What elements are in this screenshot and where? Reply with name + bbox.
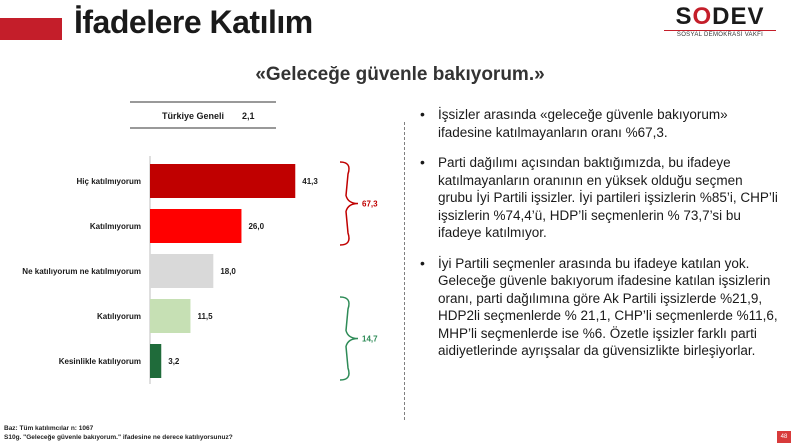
value-label: 3,2 [168, 357, 180, 366]
category-label: Katılmıyorum [89, 222, 141, 231]
logo-wordmark: SODEV [675, 3, 765, 30]
bar-2 [150, 254, 213, 288]
overall-value: 2,1 [242, 111, 255, 121]
bar-3 [150, 299, 190, 333]
footer-question: S10g. "Geleceğe güvenle bakıyorum." ifadesine ne derece katılıyorsunuz? [4, 434, 233, 441]
bracket-label: 14,7 [362, 334, 378, 344]
footer-base: Baz: Tüm katılımcılar n: 1067 [4, 425, 94, 432]
sodev-logo [650, 4, 790, 38]
bar-chart [0, 95, 400, 420]
bracket-label: 67,3 [362, 199, 378, 209]
category-label: Ne katılıyorum ne katılmıyorum [22, 267, 141, 276]
value-label: 11,5 [197, 312, 213, 321]
category-label: Katılıyorum [96, 312, 141, 321]
title-accent-bar [0, 18, 62, 40]
footer-note [4, 424, 233, 442]
category-label: Kesinlikle katılıyorum [58, 357, 141, 366]
bar-0 [150, 164, 295, 198]
bracket-1 [340, 297, 358, 380]
bullet-list [418, 106, 778, 373]
slide-subtitle: «Geleceğe güvenle bakıyorum.» [255, 64, 545, 85]
category-label: Hiç katılmıyorum [76, 177, 141, 186]
page-number: 48 [777, 431, 791, 443]
value-label: 26,0 [248, 222, 265, 231]
bullet-item: • İyi Partili seçmenler arasında bu ifadeye katılan yok. Geleceğe güvenle bakıyorum ifadesine katılan işsizlerin oranı, parti dağılımına göre Ak Partili işsizlerde %21,9, HDP2li seçmenlerde % 21,1, CHP’li seçmenlerde %11,6, MHP’li seçmenlerde ise %6. Özetle işsizler farklı parti aidiyetlerinde ayrışsalar da güvensizlikte birleşiyorlar. [418, 255, 778, 360]
vertical-divider [404, 122, 405, 420]
bar-4 [150, 344, 161, 378]
value-label: 18,0 [220, 267, 236, 276]
bracket-0 [340, 162, 358, 245]
bullet-item: • İşsizler arasında «geleceğe güvenle bakıyorum» ifadesine katılmayanların oranı %67,3. [418, 106, 778, 141]
logo-subtitle: SOSYAL DEMOKRASİ VAKFI [664, 30, 776, 38]
page-title: İfadelere Katılım [74, 4, 313, 40]
bar-1 [150, 209, 241, 243]
overall-label: Türkiye Geneli [161, 111, 224, 121]
bullet-item: • Parti dağılımı açısından baktığımızda, bu ifadeye katılmayanların oranının en yüksek olduğu seçmen grubu İyi Partili işsizler. İyi partileri işsizlerin %85’i, CHP’li işsizlerin %74,4’ü, HDP’li seçmenlerin % 73,7’si bu ifadeye katılmıyor. [418, 154, 778, 242]
value-label: 41,3 [302, 177, 318, 186]
